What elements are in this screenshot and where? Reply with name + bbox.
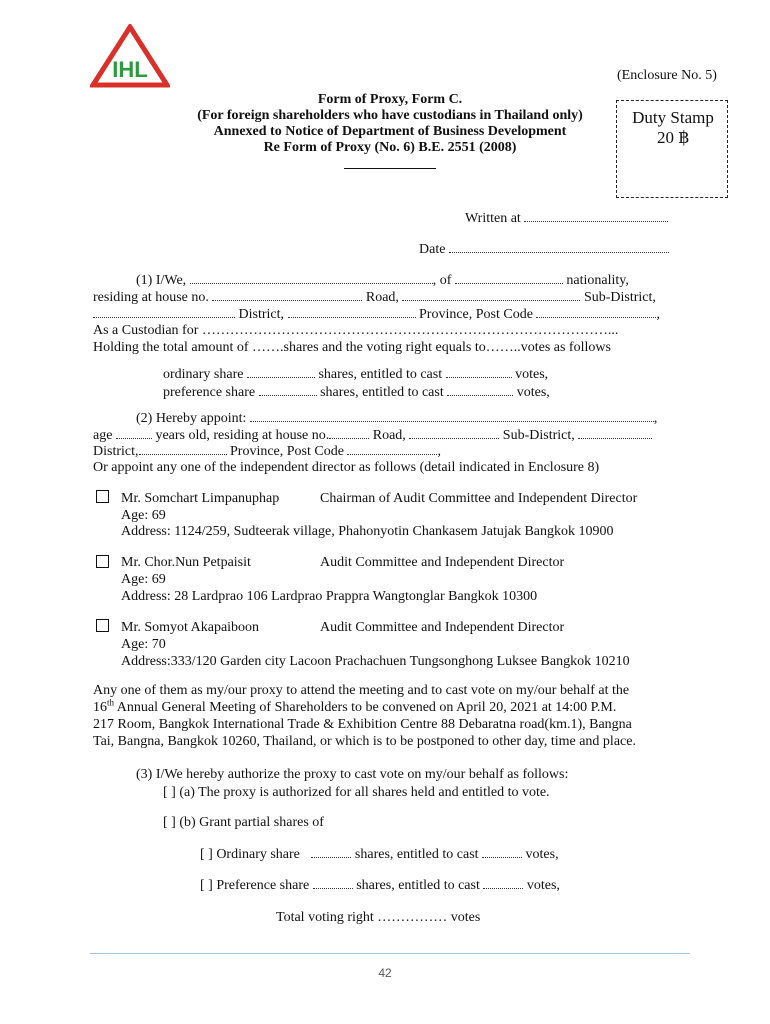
s1-ordinary-cast-label: shares, entitled to cast — [318, 367, 443, 382]
duty-stamp-box — [616, 100, 728, 198]
s1-house-field[interactable] — [212, 289, 362, 301]
director-2-age: Age: 69 — [121, 572, 166, 587]
s1-postcode-field[interactable] — [536, 306, 656, 318]
director-1-name: Mr. Somchart Limpanuphap — [121, 491, 280, 506]
s2-road-field[interactable] — [409, 427, 499, 439]
s3-ordinary-votes-field[interactable] — [482, 846, 522, 858]
s1-house-label: residing at house no. — [93, 290, 209, 305]
s2-house-field[interactable] — [329, 427, 369, 439]
s3-preference-shares-field[interactable] — [313, 877, 353, 889]
director-1-age: Age: 69 — [121, 508, 166, 523]
s1-province-field[interactable] — [288, 306, 416, 318]
s1-district-field[interactable] — [93, 306, 235, 318]
duty-stamp-amount: 20 ฿ — [656, 128, 690, 147]
s1-name-field[interactable] — [190, 272, 433, 284]
s2-independent-line: Or appoint any one of the independent director as follows (detail indicated in Enclosure 8) — [93, 460, 600, 475]
s1-nationality-label: nationality, — [566, 273, 629, 288]
s2-house-label: years old, residing at house no. — [155, 428, 330, 443]
s2-subdistrict-label: Sub-District, — [502, 428, 575, 443]
s3-preference-cast-label: shares, entitled to cast — [356, 878, 480, 893]
director-3-name: Mr. Somyot Akapaiboon — [121, 620, 260, 635]
ihl-logo — [90, 24, 170, 88]
s3-option-b[interactable]: [ ] (b) Grant partial shares of — [163, 815, 324, 830]
written-at-field[interactable] — [524, 210, 668, 222]
s1-preference-label: preference share — [163, 385, 256, 400]
s1-ordinary-votes-field[interactable] — [446, 366, 512, 378]
s1-comma: , — [656, 307, 660, 322]
director-1-checkbox[interactable] — [96, 490, 109, 503]
written-at-label: Written at — [465, 211, 521, 226]
duty-stamp-label: Duty Stamp — [632, 108, 714, 127]
s2-appointee-field[interactable] — [250, 410, 654, 422]
s1-preference-cast-label: shares, entitled to cast — [320, 385, 444, 400]
s3-ordinary-shares-field[interactable] — [311, 846, 351, 858]
director-2-address: Address: 28 Lardprao 106 Lardprao Prappra Wangtonglar Bangkok 10300 — [121, 589, 538, 604]
s1-ordinary-shares-field[interactable] — [247, 366, 315, 378]
s1-district-label: District, — [238, 307, 284, 322]
s1-ordinary-label: ordinary share — [163, 367, 244, 382]
enclosure-label: (Enclosure No. 5) — [617, 68, 717, 83]
director-1-role: Chairman of Audit Committee and Independent Director — [320, 491, 638, 506]
date-label: Date — [419, 242, 446, 257]
header-underline — [344, 168, 436, 169]
agm-ordinal: th — [107, 697, 115, 708]
s1-subdistrict-label: Sub-District, — [583, 290, 656, 305]
date-field[interactable] — [449, 241, 669, 253]
s1-preference-votes-label: votes, — [516, 385, 550, 400]
s2-road-label: Road, — [372, 428, 406, 443]
s2-district-field[interactable] — [139, 443, 227, 455]
proxy-paragraph-line-3: 217 Room, Bangkok International Trade & Exhibition Centre 88 Debaratna road(km.1), Bangna — [93, 717, 632, 732]
page-number: 42 — [378, 966, 392, 980]
director-2-checkbox[interactable] — [96, 555, 109, 568]
s3-preference-votes-label: votes, — [526, 878, 560, 893]
agm-number: 16 — [93, 700, 107, 715]
s2-age-label: age — [93, 428, 113, 443]
s1-preference-shares-field[interactable] — [259, 384, 317, 396]
footer-divider — [90, 953, 690, 954]
s1-postcode-label: Province, Post Code — [419, 307, 533, 322]
director-3-role: Audit Committee and Independent Director — [320, 620, 565, 635]
s1-iwe-label: (1) I/We, — [136, 273, 187, 288]
form-title: Form of Proxy, Form C. — [317, 92, 463, 107]
proxy-paragraph-line-4: Tai, Bangna, Bangkok 10260, Thailand, or which is to be postponed to other day, time and place. — [93, 734, 636, 749]
form-subtitle: (For foreign shareholders who have custodians in Thailand only) — [197, 108, 583, 123]
s3-preference-label[interactable]: [ ] Preference share — [200, 878, 310, 893]
director-1-address: Address: 1124/259, Sudteerak village, Phahonyotin Chankasem Jatujak Bangkok 10900 — [121, 524, 614, 539]
director-3-address: Address:333/120 Garden city Lacoon Prachachuen Tungsonghong Luksee Bangkok 10210 — [121, 654, 630, 669]
s2-comma: , — [653, 411, 658, 426]
s2-comma2: , — [437, 444, 441, 459]
s3-option-a[interactable]: [ ] (a) The proxy is authorized for all shares held and entitled to vote. — [163, 785, 550, 800]
s2-subdistrict-field[interactable] — [578, 427, 652, 439]
director-2-role: Audit Committee and Independent Director — [320, 555, 565, 570]
proxy-paragraph-line-1: Any one of them as my/our proxy to attend the meeting and to cast vote on my/our behalf at the — [93, 683, 630, 698]
form-reference: Re Form of Proxy (No. 6) B.E. 2551 (2008) — [263, 140, 517, 155]
form-annex: Annexed to Notice of Department of Business Development — [213, 124, 567, 139]
s1-preference-votes-field[interactable] — [447, 384, 513, 396]
agm-details: Annual General Meeting of Shareholders to be convened on April 20, 2021 at 14:00 P.M. — [114, 700, 617, 715]
s3-ordinary-cast-label: shares, entitled to cast — [354, 847, 479, 862]
s3-ordinary-label[interactable]: [ ] Ordinary share — [200, 847, 300, 862]
proxy-paragraph-line-2 — [93, 697, 617, 716]
s1-of-field[interactable] — [455, 272, 563, 284]
s1-of-label: , of — [432, 273, 452, 288]
s1-road-label: Road, — [365, 290, 399, 305]
s1-road-field[interactable] — [402, 289, 580, 301]
s2-age-field[interactable] — [116, 427, 152, 439]
director-3-age: Age: 70 — [121, 637, 166, 652]
s1-custodian-line: As a Custodian for ……………………………………………………………………………... — [93, 323, 619, 338]
director-2-name: Mr. Chor.Nun Petpaisit — [121, 555, 251, 570]
s1-holding-line: Holding the total amount of …….shares and the voting right equals to……..votes as follows — [93, 340, 611, 355]
director-3-checkbox[interactable] — [96, 619, 109, 632]
s2-district-label: District, — [93, 444, 139, 459]
s3-total-voting: Total voting right …………… votes — [276, 910, 481, 925]
s2-appoint-label: (2) Hereby appoint: — [136, 411, 247, 426]
logo-text: IHL — [112, 57, 148, 82]
s3-ordinary-votes-label: votes, — [525, 847, 559, 862]
s2-postcode-label: Province, Post Code — [230, 444, 344, 459]
s3-intro: (3) I/We hereby authorize the proxy to cast vote on my/our behalf as follows: — [136, 767, 569, 782]
s3-preference-votes-field[interactable] — [483, 877, 523, 889]
s2-postcode-field[interactable] — [347, 443, 437, 455]
s1-ordinary-votes-label: votes, — [515, 367, 549, 382]
